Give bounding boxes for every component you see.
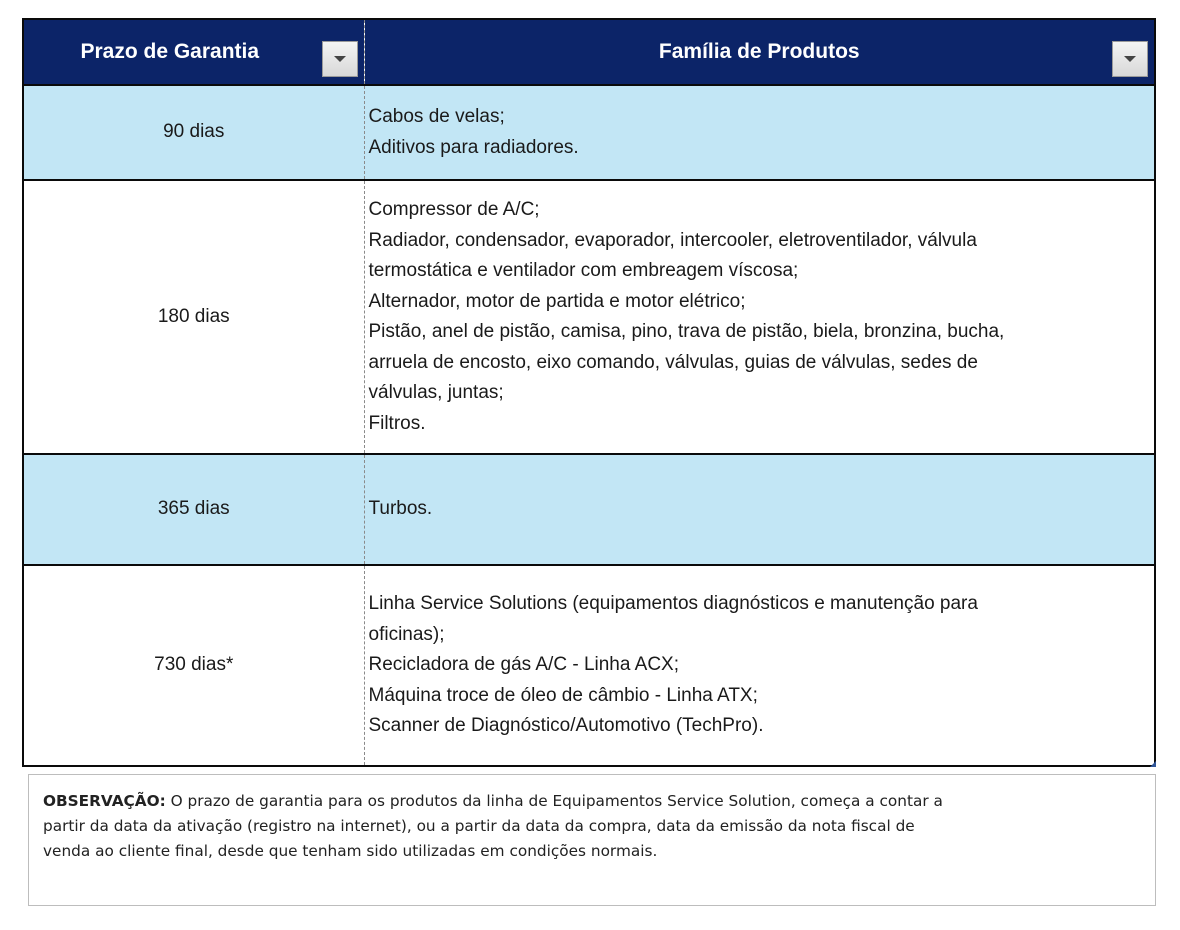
product-line: Aditivos para radiadores. (368, 136, 579, 158)
warranty-grid (24, 20, 1154, 765)
note-line: venda ao cliente final, desde que tenham sido utilizadas em condições normais. (43, 842, 658, 860)
observation-note (28, 774, 1156, 906)
column-header-family-label: Família de Produtos (658, 40, 860, 63)
table-row (24, 85, 1154, 180)
product-line: Linha Service Solutions (equipamentos diagnósticos e manutenção para (368, 593, 978, 615)
product-line: Filtros. (368, 412, 426, 434)
note-line (43, 789, 1143, 814)
table-row (24, 180, 1154, 454)
product-line: arruela de encosto, eixo comando, válvulas, guias de válvulas, sedes de (368, 351, 978, 373)
note-text: O prazo de garantia para os produtos da linha de Equipamentos Service Solution, começa a contar a (165, 792, 943, 810)
product-line: Recicladora de gás A/C - Linha ACX; (368, 654, 680, 676)
note-line: partir da data da ativação (registro na internet), ou a partir da data da compra, data da emissão da nota fiscal de (43, 817, 915, 835)
warranty-term: 90 dias (163, 121, 225, 143)
column-header-family (364, 20, 1154, 85)
product-line: Pistão, anel de pistão, camisa, pino, trava de pistão, biela, bronzina, bucha, (368, 321, 1005, 342)
product-line: Alternador, motor de partida e motor elétrico; (368, 290, 746, 312)
product-line: termostática e ventilador com embreagem víscosa; (368, 260, 799, 281)
product-family-cell (364, 180, 1154, 454)
chevron-down-icon (1123, 55, 1137, 63)
table-row (24, 454, 1154, 565)
table-row (24, 565, 1154, 765)
note-label: OBSERVAÇÃO: (43, 792, 166, 810)
product-line: Máquina troce de óleo de câmbio - Linha ATX; (368, 684, 758, 706)
product-line: oficinas); (368, 623, 445, 645)
product-line: Turbos. (368, 498, 433, 520)
column-header-term (24, 20, 364, 85)
warranty-term-cell (24, 565, 364, 765)
chevron-down-icon (333, 55, 347, 63)
column-header-term-label: Prazo de Garantia (80, 40, 260, 63)
product-family-cell (364, 565, 1154, 765)
filter-dropdown-family-button[interactable] (1112, 41, 1148, 77)
warranty-term: 180 dias (157, 305, 230, 327)
header-row (24, 20, 1154, 85)
product-line: Compressor de A/C; (368, 199, 540, 220)
product-line: Radiador, condensador, evaporador, intercooler, eletroventilador, válvula (368, 229, 977, 251)
product-line: Scanner de Diagnóstico/Automotivo (TechPro). (368, 715, 764, 737)
table-resize-handle[interactable] (1150, 761, 1156, 767)
warranty-table (22, 18, 1156, 767)
product-family-cell (364, 85, 1154, 180)
warranty-term: 730 dias* (154, 654, 234, 676)
product-line: válvulas, juntas; (368, 382, 504, 403)
warranty-term-cell (24, 180, 364, 454)
warranty-term: 365 dias (157, 498, 230, 520)
product-family-cell (364, 454, 1154, 565)
product-line: Cabos de velas; (368, 106, 505, 127)
warranty-term-cell (24, 454, 364, 565)
warranty-term-cell (24, 85, 364, 180)
filter-dropdown-term-button[interactable] (322, 41, 358, 77)
